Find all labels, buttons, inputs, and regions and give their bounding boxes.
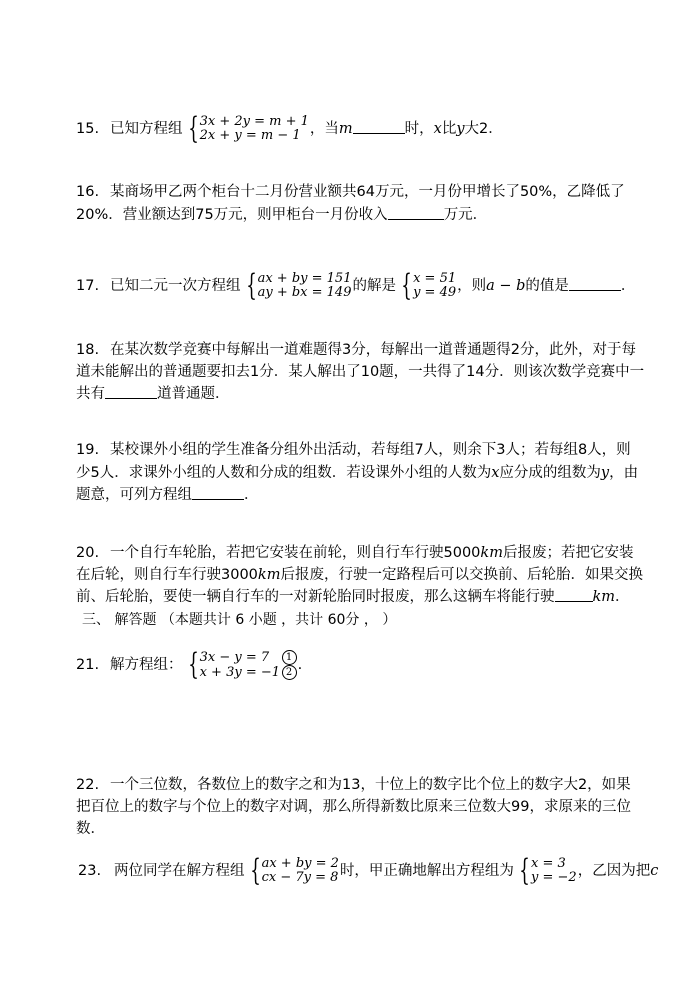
- answer-blank: [555, 587, 593, 602]
- question-23: 23. 两位同学在解方程组 { ax + by = 2 cx − 7y = 8 时，甲正确地解出方程组为 { x = 3 y = −2 ，乙因为把c: [78, 853, 659, 888]
- question-number: 16.: [76, 184, 100, 200]
- equation-system: { 3x − y = 7 1 x + 3y = −1 2: [184, 650, 297, 680]
- answer-blank: [353, 119, 405, 134]
- question-22-line-1: 22. 一个三位数，各数位上的数字之和为13，十位上的数字比个位上的数字大2，如果: [76, 777, 631, 793]
- question-21: 21. 解方程组： { 3x − y = 7 1 x + 3y = −1 2 .: [76, 647, 303, 682]
- question-22-line-2: 把百位上的数字与个位上的数字对调，那么所得新数比原来三位数大99，求原来的三位: [76, 799, 631, 815]
- question-number: 17.: [76, 278, 100, 294]
- circled-number-1: 1: [282, 650, 297, 665]
- question-16-line-2: 20%．营业额达到75万元，则甲柜台一月份收入 万元．: [76, 207, 488, 223]
- section-3-heading: 三、 解答题 （本题共计 6 小题 ，共计 60分 ， ）: [82, 612, 397, 628]
- question-20-line-2: 在后轮，则自行车行驶3000km后报废，行驶一定路程后可以交换前、后轮胎．如果交换: [76, 567, 643, 583]
- question-18-line-2: 道未能解出的普通题要扣去1分．某人解出了10题，一共得了14分．则该次数学竞赛中一: [76, 364, 645, 380]
- circled-number-2: 2: [282, 665, 297, 680]
- question-20-line-3: 前、后轮胎，要使一辆自行车的一对新轮胎同时报废，那么这辆车将能行驶 km．: [76, 589, 630, 605]
- question-19-line-1: 19. 某校课外小组的学生准备分组外出活动，若每组7人，则余下3人；若每组8人，则: [76, 442, 631, 458]
- answer-blank: [569, 276, 621, 291]
- equation-system: { ax + by = 151 ay + bx = 149: [245, 268, 352, 303]
- question-15: 15. 已知方程组 { 3x + 2y = m + 1 2x + y = m − 1 ，当m 时，x比y大2．: [76, 111, 503, 146]
- solution-system: { x = 51 y = 49: [401, 268, 457, 303]
- answer-blank: [388, 205, 444, 220]
- solution-system: { x = 3 y = −2: [519, 853, 577, 888]
- answer-blank: [192, 485, 244, 500]
- equation-system: { ax + by = 2 cx − 7y = 8: [249, 853, 339, 888]
- question-20-line-1: 20. 一个自行车轮胎，若把它安装在前轮，则自行车行驶5000km后报废；若把它安装: [76, 545, 634, 561]
- question-number: 18.: [76, 342, 100, 358]
- question-16-line-1: 16. 某商场甲乙两个柜台十二月份营业额共64万元，一月份甲增长了50%，乙降低了: [76, 184, 625, 200]
- question-number: 23.: [78, 863, 102, 879]
- question-22-line-3: 数．: [76, 821, 105, 837]
- question-number: 20.: [76, 545, 100, 561]
- question-number: 22.: [76, 777, 100, 793]
- question-19-line-3: 题意，可列方程组 ．: [76, 487, 259, 503]
- question-number: 19.: [76, 442, 100, 458]
- question-17: 17. 已知二元一次方程组 { ax + by = 151 ay + bx = 149 的解是 { x = 51 y = 49 ，则a − b的值是 ．: [76, 268, 636, 303]
- question-18-line-3: 共有 道普通题．: [76, 386, 230, 402]
- question-19-line-2: 少5人．求课外小组的人数和分成的组数．若设课外小组的人数为x应分成的组数为y，由: [76, 465, 639, 481]
- question-number: 21.: [76, 657, 100, 673]
- answer-blank: [105, 384, 157, 399]
- equation-system: { 3x + 2y = m + 1 2x + y = m − 1: [187, 111, 309, 146]
- question-number: 15.: [76, 121, 100, 137]
- question-18-line-1: 18. 在某次数学竞赛中每解出一道难题得3分，每解出一道普通题得2分，此外，对于每: [76, 342, 636, 358]
